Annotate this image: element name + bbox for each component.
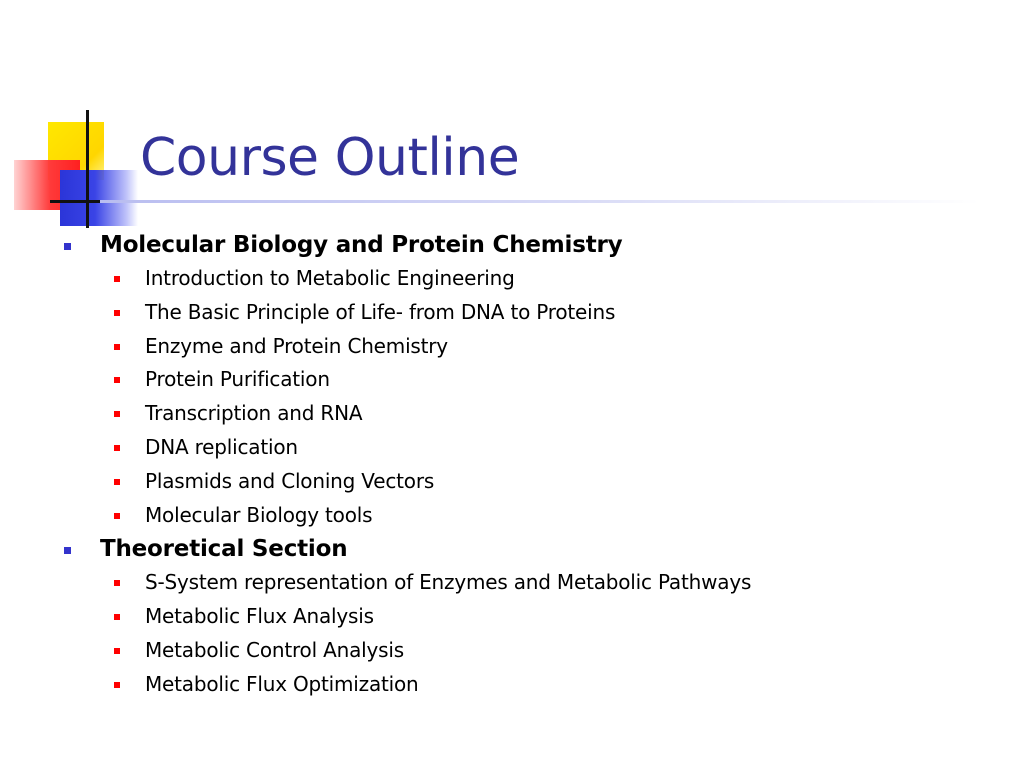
topic-text: The Basic Principle of Life- from DNA to Proteins bbox=[145, 299, 616, 324]
square-bullet-icon bbox=[64, 547, 71, 554]
topic-item bbox=[100, 296, 998, 330]
slide-title: Course Outline bbox=[140, 128, 520, 188]
topic-item bbox=[100, 431, 998, 465]
square-bullet-icon bbox=[114, 411, 120, 417]
title-underline bbox=[100, 200, 980, 203]
outline-list bbox=[58, 228, 998, 702]
section-item bbox=[58, 228, 998, 532]
topic-list bbox=[100, 262, 998, 532]
topic-item bbox=[100, 634, 998, 668]
square-bullet-icon bbox=[114, 580, 120, 586]
topic-text: Molecular Biology tools bbox=[145, 502, 373, 527]
topic-item bbox=[100, 363, 998, 397]
square-bullet-icon bbox=[114, 479, 120, 485]
topic-text: Introduction to Metabolic Engineering bbox=[145, 266, 515, 290]
blue-square bbox=[60, 170, 138, 226]
square-bullet-icon bbox=[114, 513, 120, 519]
topic-text: Plasmids and Cloning Vectors bbox=[145, 468, 435, 493]
topic-item bbox=[100, 499, 998, 533]
section-heading: Molecular Biology and Protein Chemistry bbox=[100, 232, 623, 258]
square-bullet-icon bbox=[114, 344, 120, 350]
square-bullet-icon bbox=[114, 614, 120, 620]
topic-text: Transcription and RNA bbox=[145, 401, 363, 426]
section-item bbox=[58, 532, 998, 701]
topic-item bbox=[100, 668, 998, 702]
section-heading: Theoretical Section bbox=[100, 536, 348, 563]
topic-text: S-System representation of Enzymes and Metabolic Pathways bbox=[145, 570, 752, 595]
topic-text: Metabolic Flux Analysis bbox=[145, 604, 374, 629]
slide-content bbox=[58, 228, 998, 702]
square-bullet-icon bbox=[114, 276, 120, 282]
logo-vertical-line bbox=[86, 110, 89, 228]
topic-item bbox=[100, 465, 998, 499]
topic-text: Metabolic Flux Optimization bbox=[145, 671, 419, 696]
topic-item bbox=[100, 262, 998, 296]
topic-text: Enzyme and Protein Chemistry bbox=[145, 333, 448, 358]
square-bullet-icon bbox=[114, 377, 120, 383]
topic-item bbox=[100, 397, 998, 431]
square-bullet-icon bbox=[64, 243, 71, 250]
topic-text: Protein Purification bbox=[145, 367, 330, 392]
topic-text: DNA replication bbox=[145, 434, 298, 459]
square-bullet-icon bbox=[114, 682, 120, 688]
color-squares-logo bbox=[0, 0, 160, 240]
square-bullet-icon bbox=[114, 648, 120, 654]
topic-list bbox=[100, 566, 998, 701]
topic-item bbox=[100, 566, 998, 600]
square-bullet-icon bbox=[114, 445, 120, 451]
topic-text: Metabolic Control Analysis bbox=[145, 637, 404, 662]
topic-item bbox=[100, 600, 998, 634]
square-bullet-icon bbox=[114, 310, 120, 316]
topic-item bbox=[100, 330, 998, 364]
